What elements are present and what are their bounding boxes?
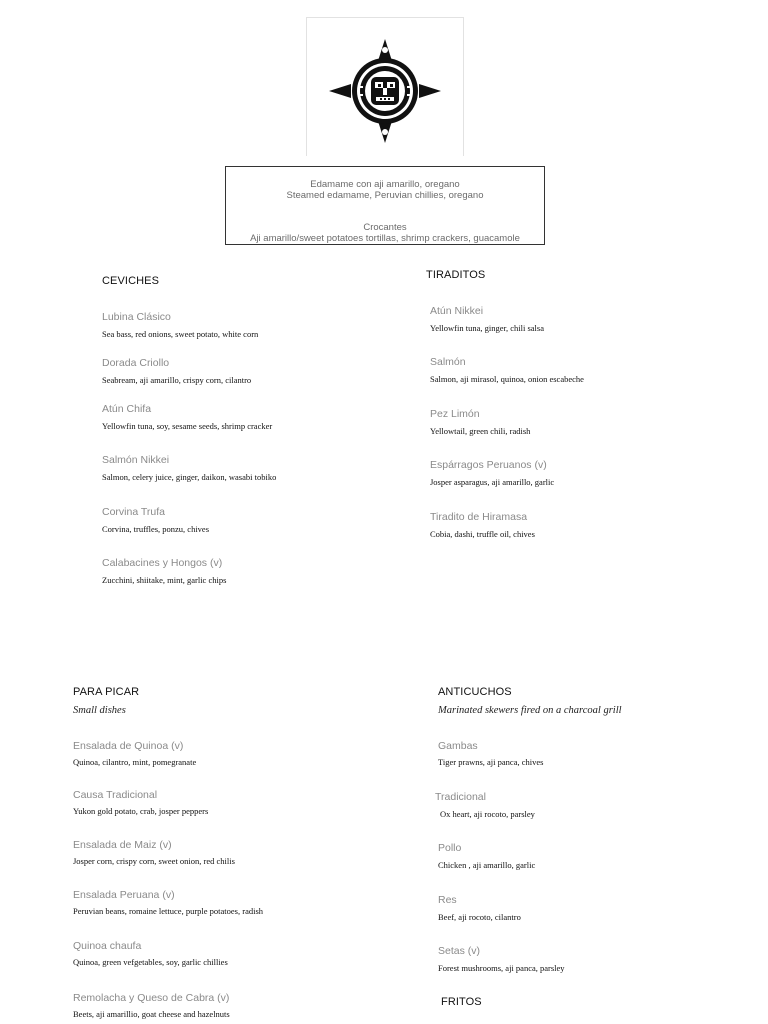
item-name: Atún Chifa bbox=[102, 403, 152, 415]
menu-item bbox=[102, 403, 272, 432]
item-description: Salmon, aji mirasol, quinoa, onion escabeche bbox=[430, 374, 584, 384]
starters-box bbox=[225, 166, 545, 245]
menu-item bbox=[73, 940, 228, 968]
sun-compass-emblem-icon bbox=[327, 36, 443, 146]
menu-item bbox=[73, 992, 230, 1020]
item-name: Espárragos Peruanos (v) bbox=[430, 459, 547, 471]
menu-item bbox=[430, 305, 544, 334]
item-name: Res bbox=[438, 894, 457, 906]
logo-frame bbox=[306, 17, 464, 156]
item-name: Ensalada Peruana (v) bbox=[73, 889, 175, 901]
para-picar-title: PARA PICAR bbox=[73, 686, 140, 698]
item-description: Chicken , aji amarillo, garlic bbox=[438, 860, 536, 870]
menu-item bbox=[430, 511, 535, 540]
intro-line: Steamed edamame, Peruvian chillies, oregano bbox=[286, 190, 484, 201]
item-description: Quinoa, cilantro, mint, pomegranate bbox=[73, 757, 197, 767]
item-description: Josper corn, crispy corn, sweet onion, red chilis bbox=[73, 856, 235, 866]
item-description: Yellowfin tuna, soy, sesame seeds, shrimp cracker bbox=[102, 421, 273, 431]
item-name: Remolacha y Queso de Cabra (v) bbox=[73, 992, 230, 1004]
menu-item bbox=[73, 789, 208, 817]
item-name: Lubina Clásico bbox=[102, 311, 171, 323]
item-name: Salmón Nikkei bbox=[102, 454, 170, 466]
item-description: Salmon, celery juice, ginger, daikon, wasabi tobiko bbox=[102, 472, 277, 482]
item-description: Zucchini, shiitake, mint, garlic chips bbox=[102, 575, 227, 585]
item-description: Yellowtail, green chili, radish bbox=[430, 426, 531, 436]
menu-item bbox=[438, 842, 535, 871]
item-name: Causa Tradicional bbox=[73, 789, 158, 801]
item-description: Sea bass, red onions, sweet potato, white corn bbox=[102, 329, 259, 339]
menu-item bbox=[102, 557, 226, 586]
item-description: Ox heart, aji rocoto, parsley bbox=[440, 809, 535, 819]
menu-item bbox=[102, 311, 258, 340]
item-description: Quinoa, green vefgetables, soy, garlic chillies bbox=[73, 957, 228, 967]
item-description: Corvina, truffles, ponzu, chives bbox=[102, 524, 210, 534]
item-name: Tradicional bbox=[435, 791, 486, 803]
item-description: Yellowfin tuna, ginger, chili salsa bbox=[430, 323, 545, 333]
item-description: Peruvian beans, romaine lettuce, purple potatoes, radish bbox=[73, 906, 264, 916]
menu-item bbox=[102, 506, 209, 535]
item-name: Calabacines y Hongos (v) bbox=[102, 557, 223, 569]
item-name: Ensalada de Quinoa (v) bbox=[73, 740, 184, 752]
item-name: Tiradito de Hiramasa bbox=[430, 511, 528, 523]
item-description: Seabream, aji amarillo, crispy corn, cilantro bbox=[102, 375, 252, 385]
item-name: Setas (v) bbox=[438, 945, 481, 957]
item-description: Yukon gold potato, crab, josper peppers bbox=[73, 806, 209, 816]
anticuchos-subtitle: Marinated skewers fired on a charcoal grill bbox=[438, 705, 622, 716]
tiraditos-title: TIRADITOS bbox=[426, 269, 486, 281]
menu-item bbox=[102, 357, 251, 386]
menu-item bbox=[435, 791, 535, 820]
item-description: Cobia, dashi, truffle oil, chives bbox=[430, 529, 535, 539]
item-name: Dorada Criollo bbox=[102, 357, 170, 369]
item-description: Tiger prawns, aji panca, chives bbox=[438, 757, 544, 767]
item-description: Forest mushrooms, aji panca, parsley bbox=[438, 963, 565, 973]
menu-item bbox=[430, 408, 530, 437]
intro-line: Aji amarillo/sweet potatoes tortillas, shrimp crackers, guacamole bbox=[250, 233, 520, 244]
item-description: Josper asparagus, aji amarillo, garlic bbox=[430, 477, 555, 487]
menu-item bbox=[430, 356, 584, 385]
item-description: Beets, aji amarillio, goat cheese and hazelnuts bbox=[73, 1009, 230, 1019]
menu-item bbox=[438, 945, 565, 974]
item-name: Atún Nikkei bbox=[430, 305, 484, 317]
intro-line: Edamame con aji amarillo, oregano bbox=[310, 179, 460, 190]
intro-line: Crocantes bbox=[363, 222, 407, 233]
menu-item bbox=[438, 740, 543, 768]
item-name: Pollo bbox=[438, 842, 462, 854]
menu-item bbox=[73, 740, 196, 768]
item-name: Ensalada de Maiz (v) bbox=[73, 839, 172, 851]
item-name: Salmón bbox=[430, 356, 466, 368]
menu-item bbox=[73, 889, 263, 917]
item-description: Beef, aji rocoto, cilantro bbox=[438, 912, 521, 922]
para-picar-subtitle: Small dishes bbox=[73, 705, 126, 716]
menu-item bbox=[73, 839, 235, 867]
ceviches-title: CEVICHES bbox=[102, 275, 160, 287]
fritos-title: FRITOS bbox=[441, 996, 482, 1008]
menu-item bbox=[430, 459, 554, 488]
menu-item bbox=[102, 454, 276, 483]
item-name: Pez Limón bbox=[430, 408, 480, 420]
item-name: Corvina Trufa bbox=[102, 506, 166, 518]
item-name: Quinoa chaufa bbox=[73, 940, 142, 952]
item-name: Gambas bbox=[438, 740, 478, 752]
menu-item bbox=[438, 894, 521, 923]
anticuchos-title: ANTICUCHOS bbox=[438, 686, 512, 698]
